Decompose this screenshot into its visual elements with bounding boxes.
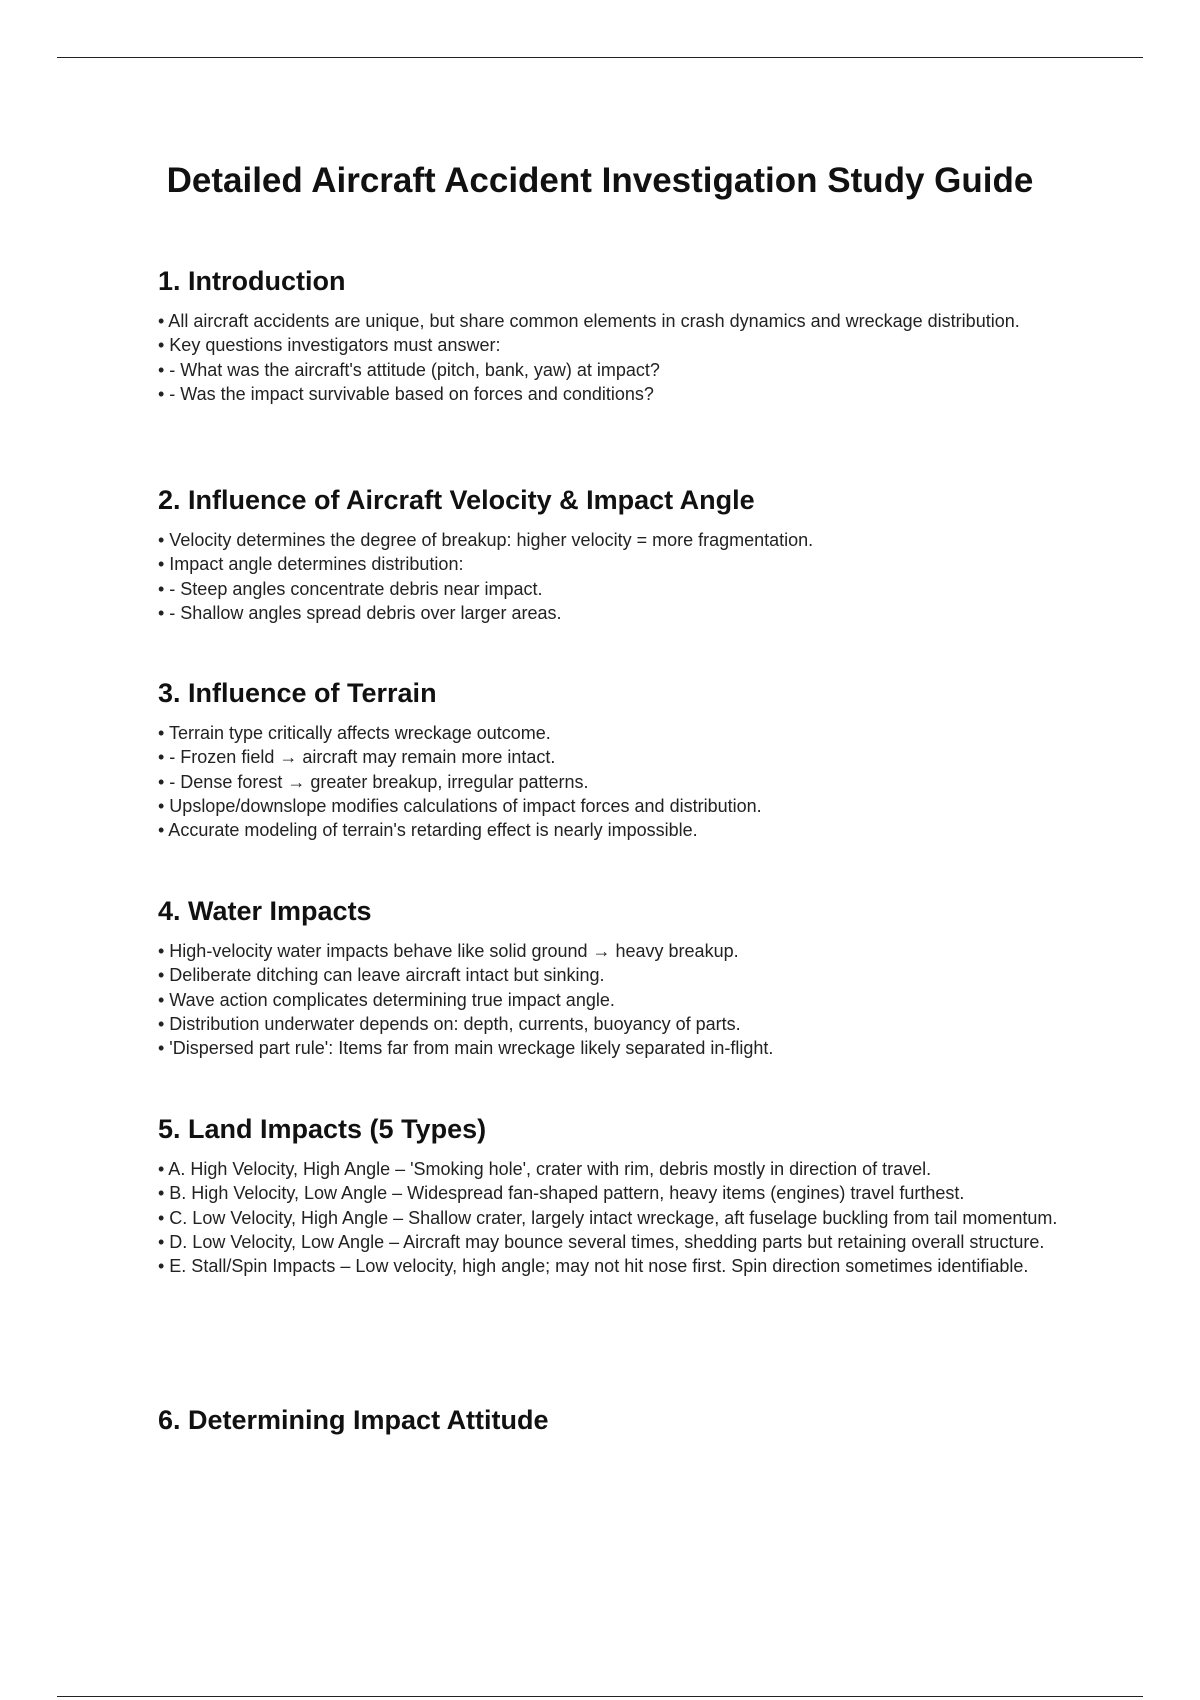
bullet-item: • - What was the aircraft's attitude (pitch, bank, yaw) at impact? bbox=[158, 359, 660, 380]
bullet-list bbox=[158, 528, 1078, 625]
bullet-list bbox=[158, 721, 1078, 842]
bullet-item: • Accurate modeling of terrain's retarding effect is nearly impossible. bbox=[158, 820, 698, 841]
bullet-item: • Wave action complicates determining true impact angle. bbox=[158, 989, 615, 1010]
bullet-item: • Terrain type critically affects wreckage outcome. bbox=[158, 723, 551, 743]
bullet-item: • All aircraft accidents are unique, but share common elements in crash dynamics and wreckage distribution. bbox=[158, 311, 1020, 331]
bullet-item: • A. High Velocity, High Angle – 'Smoking hole', crater with rim, debris mostly in direction of travel. bbox=[158, 1159, 932, 1179]
section-heading: 4. Water Impacts bbox=[158, 896, 372, 926]
section-heading: 3. Influence of Terrain bbox=[158, 678, 437, 708]
bullet-item: • - Dense forest → greater breakup, irregular patterns. bbox=[158, 771, 589, 792]
bullet-item: • - Frozen field → aircraft may remain more intact. bbox=[158, 747, 556, 768]
document-title: Detailed Aircraft Accident Investigation Study Guide bbox=[166, 161, 1034, 200]
bullet-item: • - Was the impact survivable based on forces and conditions? bbox=[158, 383, 654, 404]
bullet-item: • E. Stall/Spin Impacts – Low velocity, high angle; may not hit nose first. Spin direction sometimes identifiable. bbox=[158, 1256, 1029, 1277]
bullet-item: • - Shallow angles spread debris over larger areas. bbox=[158, 602, 562, 623]
section-terrain bbox=[158, 676, 1078, 842]
section-land-impacts bbox=[158, 1112, 1078, 1278]
bullet-item: • Deliberate ditching can leave aircraft intact but sinking. bbox=[158, 965, 605, 986]
top-rule bbox=[57, 57, 1143, 58]
bottom-rule bbox=[57, 1696, 1143, 1697]
bullet-item: • Distribution underwater depends on: depth, currents, buoyancy of parts. bbox=[158, 1013, 741, 1034]
bullet-item: • 'Dispersed part rule': Items far from main wreckage likely separated in-flight. bbox=[158, 1038, 774, 1059]
section-impact-attitude bbox=[158, 1403, 1078, 1448]
section-velocity-impact-angle bbox=[158, 483, 1078, 625]
section-heading: 6. Determining Impact Attitude bbox=[158, 1405, 549, 1435]
bullet-item: • Key questions investigators must answer: bbox=[158, 335, 501, 356]
section-heading: 1. Introduction bbox=[158, 266, 346, 296]
bullet-item: • Impact angle determines distribution: bbox=[158, 554, 464, 575]
section-heading: 2. Influence of Aircraft Velocity & Impact Angle bbox=[158, 485, 755, 515]
section-water-impacts bbox=[158, 894, 1078, 1060]
bullet-item: • B. High Velocity, Low Angle – Widespread fan-shaped pattern, heavy items (engines) travel furthest. bbox=[158, 1183, 965, 1204]
section-heading: 5. Land Impacts (5 Types) bbox=[158, 1114, 487, 1144]
bullet-item: • C. Low Velocity, High Angle – Shallow crater, largely intact wreckage, aft fuselage buckling from tail momentum. bbox=[158, 1207, 1058, 1228]
bullet-list bbox=[158, 309, 1078, 406]
bullet-item: • D. Low Velocity, Low Angle – Aircraft may bounce several times, shedding parts but retaining overall structure. bbox=[158, 1231, 1045, 1252]
bullet-item: • - Steep angles concentrate debris near impact. bbox=[158, 578, 543, 599]
bullet-list bbox=[158, 939, 1078, 1060]
bullet-item: • High-velocity water impacts behave like solid ground → heavy breakup. bbox=[158, 941, 739, 961]
bullet-list bbox=[158, 1157, 1078, 1278]
bullet-item: • Velocity determines the degree of breakup: higher velocity = more fragmentation. bbox=[158, 530, 814, 550]
bullet-item: • Upslope/downslope modifies calculations of impact forces and distribution. bbox=[158, 795, 762, 816]
section-introduction bbox=[158, 264, 1078, 406]
